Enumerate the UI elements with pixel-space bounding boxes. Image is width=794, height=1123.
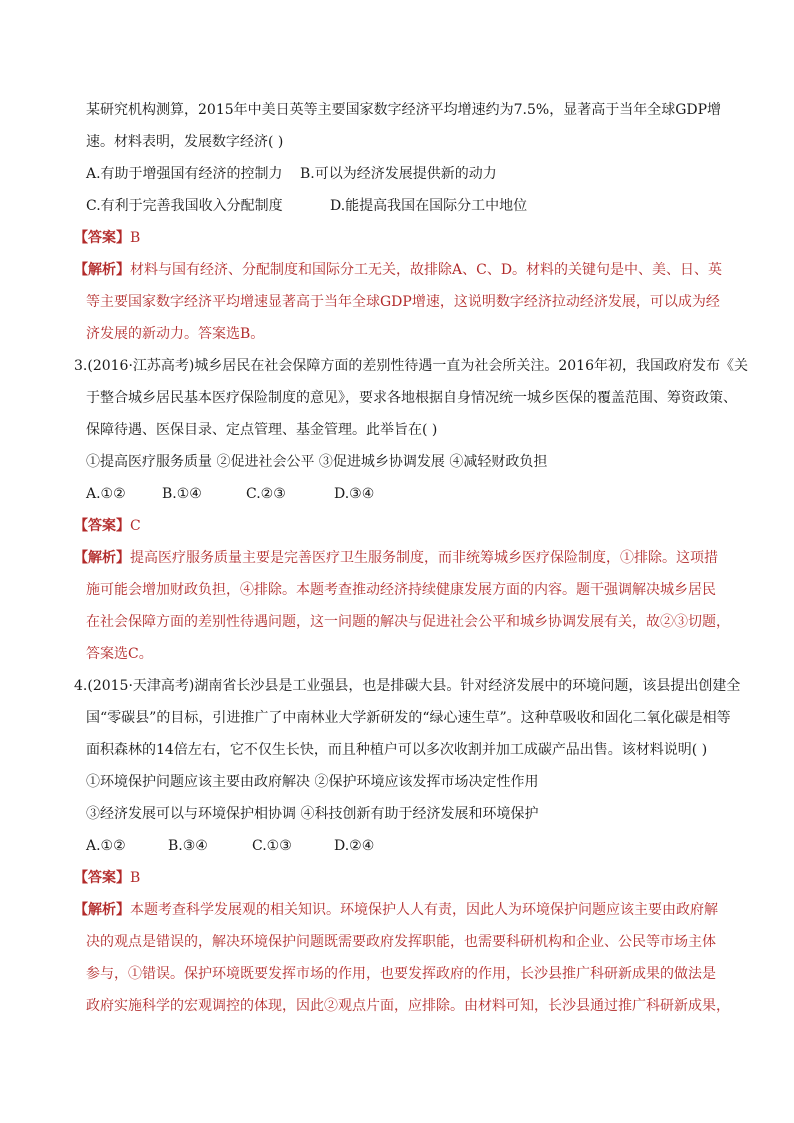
q2-option-b: B.可以为经济发展提供新的动力: [300, 166, 497, 182]
q4-option-d: D.②④: [334, 838, 375, 854]
q4-option-a: A.①②: [86, 838, 126, 854]
q4-items-line-1: ①环境保护问题应该主要由政府解决 ②保护环境应该发挥市场决定性作用: [86, 774, 539, 790]
q3-analysis-line-4: 答案选C。: [86, 646, 153, 662]
q3-answer: [74, 516, 141, 536]
q4-items-line-2: ③经济发展可以与环境保护相协调 ④科技创新有助于经济发展和环境保护: [86, 806, 539, 822]
q3-analysis-line-3: 在社会保障方面的差别性待遇问题，这一问题的解决与促进社会公平和城乡协调发展有关，故②③切题，: [86, 614, 730, 630]
q2-answer: [74, 228, 140, 248]
q3-items: ①提高医疗服务质量 ②促进社会公平 ③促进城乡协调发展 ④减轻财政负担: [86, 454, 548, 470]
q3-option-b: B.①④: [162, 486, 202, 502]
q4-analysis-line-2: 决的观点是错误的，解决环境保护问题既需要政府发挥职能，也需要科研机构和企业、公民等市场主体: [86, 934, 716, 950]
analysis-text: 提高医疗服务质量主要是完善医疗卫生服务制度，而非统筹城乡医疗保险制度，①排除。这项措: [130, 550, 718, 566]
q3-analysis-line-1: [74, 548, 718, 568]
q4-analysis-line-3: 参与，①错误。保护环境既要发挥市场的作用，也要发挥政府的作用，长沙县推广科研新成果的做法是: [86, 966, 716, 982]
q3-option-a: A.①②: [86, 486, 126, 502]
q3-analysis-line-2: 施可能会增加财政负担，④排除。本题考查推动经济持续健康发展方面的内容。题干强调解决城乡居民: [86, 582, 716, 598]
q2-analysis-line-2: 等主要国家数字经济平均增速显著高于当年全球GDP增速，这说明数字经济拉动经济发展，可以成为经: [86, 294, 720, 310]
answer-value: C: [130, 518, 141, 534]
q4-stem-line-2: 国“零碳县”的目标，引进推广了中南林业大学新研发的“绿心速生草”。这种草吸收和固化二氧化碳是相等: [86, 710, 731, 726]
q3-stem-line-3: 保障待遇、医保目录、定点管理、基金管理。此举旨在( ): [86, 422, 438, 438]
q2-stem-line-1: 某研究机构测算，2015年中美日英等主要国家数字经济平均增速约为7.5%，显著高于当年全球GDP增: [86, 102, 722, 118]
q2-option-a: A.有助于增强国有经济的控制力: [86, 166, 283, 182]
answer-value: B: [130, 870, 141, 886]
q4-option-c: C.①③: [252, 838, 292, 854]
q2-option-c: C.有利于完善我国收入分配制度: [86, 198, 283, 214]
q3-option-d: D.③④: [334, 486, 375, 502]
answer-tag: 【答案】: [74, 518, 130, 534]
q2-option-d: D.能提高我国在国际分工中地位: [330, 198, 528, 214]
q2-analysis-line-3: 济发展的新动力。答案选B。: [86, 326, 265, 342]
analysis-text: 本题考查科学发展观的相关知识。环境保护人人有责，因此人为环境保护问题应该主要由政府解: [130, 902, 718, 918]
analysis-text: 材料与国有经济、分配制度和国际分工无关，故排除A、C、D。材料的关键句是中、美、日、英: [130, 262, 723, 278]
q4-stem-line-1: 4.(2015·天津高考)湖南省长沙县是工业强县，也是排碳大县。针对经济发展中的环境问题，该县提出创建全: [74, 678, 741, 694]
q2-stem-line-2: 速。材料表明，发展数字经济( ): [86, 134, 284, 150]
q3-option-c: C.②③: [246, 486, 286, 502]
q4-option-b: B.③④: [168, 838, 208, 854]
q4-stem-line-3: 面积森林的14倍左右，它不仅生长快，而且种植户可以多次收割并加工成碳产品出售。该材料说明( ): [86, 742, 708, 758]
q4-analysis-line-4: 政府实施科学的宏观调控的体现，因此②观点片面，应排除。由材料可知，长沙县通过推广科研新成果，: [86, 998, 730, 1014]
answer-tag: 【答案】: [74, 870, 130, 886]
analysis-tag: 【解析】: [74, 550, 130, 566]
q4-analysis-line-1: [74, 900, 718, 920]
q3-stem-line-1: 3.(2016·江苏高考)城乡居民在社会保障方面的差别性待遇一直为社会所关注。2016年初，我国政府发布《关: [74, 358, 748, 374]
q2-analysis-line-1: [74, 260, 722, 280]
q3-stem-line-2: 于整合城乡居民基本医疗保险制度的意见》，要求各地根据自身情况统一城乡医保的覆盖范围、筹资政策、: [86, 390, 737, 406]
analysis-tag: 【解析】: [74, 262, 130, 278]
q4-answer: [74, 868, 140, 888]
answer-tag: 【答案】: [74, 230, 130, 246]
answer-value: B: [130, 230, 141, 246]
analysis-tag: 【解析】: [74, 902, 130, 918]
